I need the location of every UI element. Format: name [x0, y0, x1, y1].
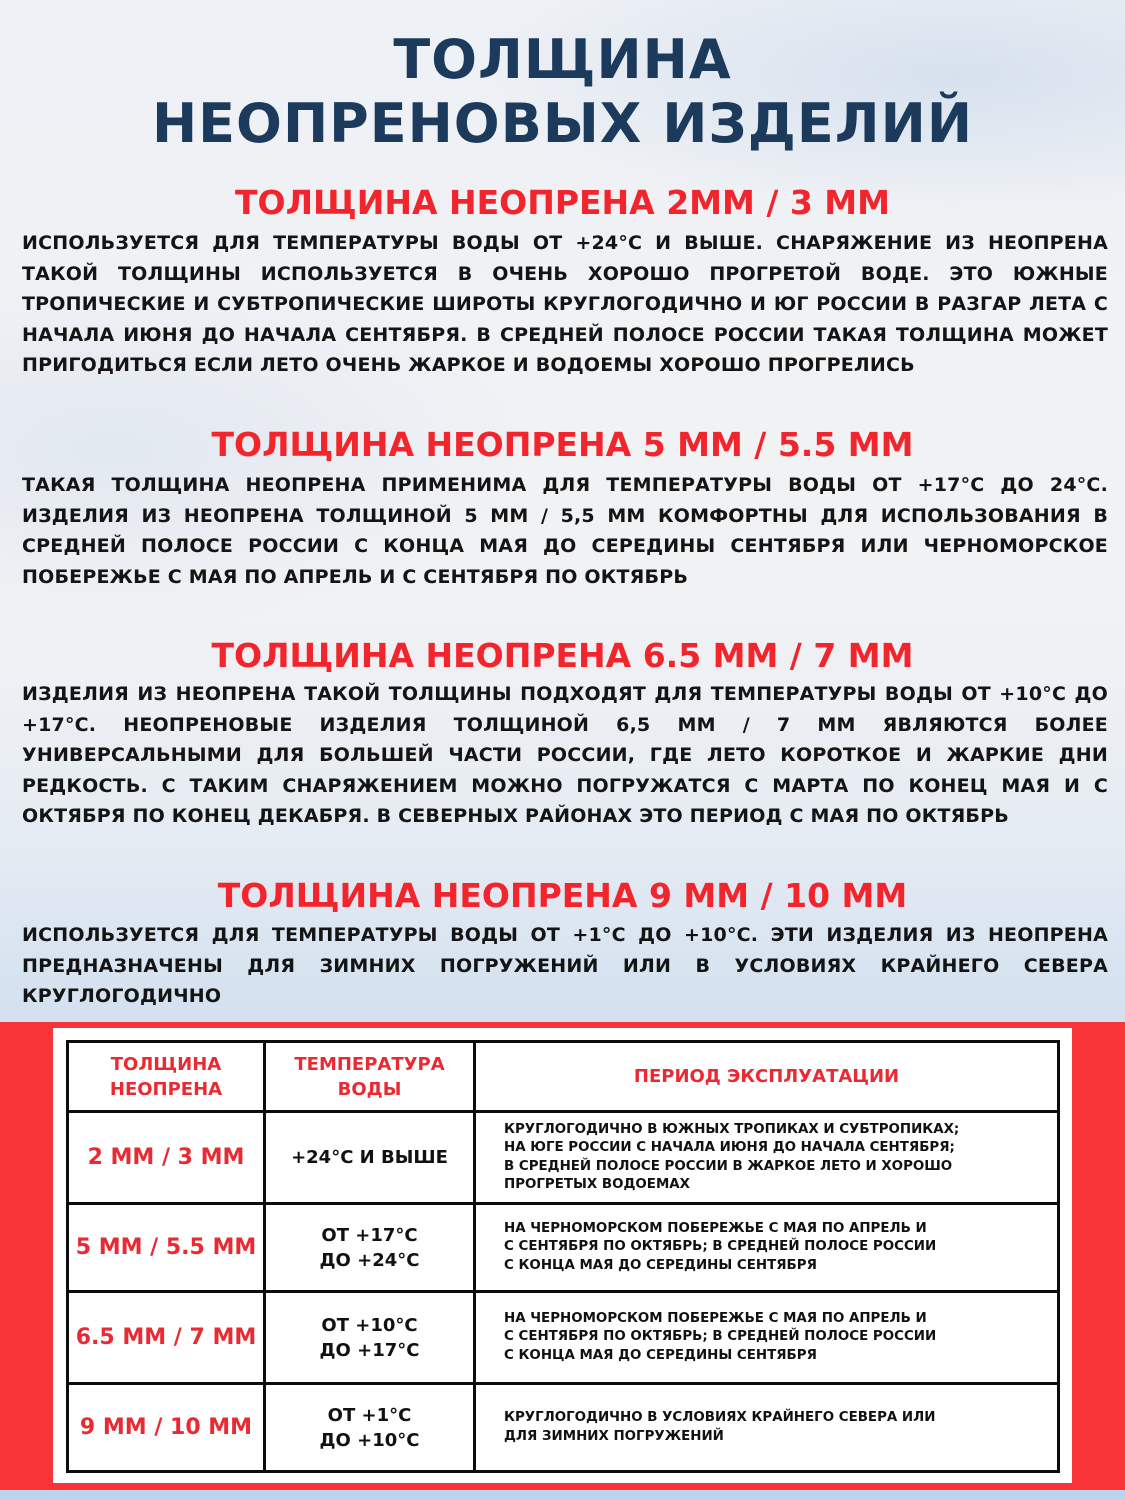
cell-temperature-line: ОТ +10°С	[321, 1314, 418, 1336]
bottom-strip	[0, 1490, 1125, 1500]
cell-period-line: КРУГЛОГОДИЧНО В ЮЖНЫХ ТРОПИКАХ И СУБТРОПИКАХ;	[504, 1121, 960, 1137]
cell-period-line: ПРОГРЕТЫХ ВОДОЕМАХ	[504, 1177, 690, 1192]
table-row	[68, 1292, 1059, 1384]
header-thickness	[68, 1042, 265, 1112]
cell-thickness: 5 ММ / 5.5 ММ	[68, 1204, 265, 1292]
cell-period-line: С КОНЦА МАЯ ДО СЕРЕДИНЫ СЕНТЯБРЯ	[504, 1347, 817, 1363]
cell-temperature-line: ОТ +1°С	[327, 1404, 412, 1426]
cell-period-line: КРУГЛОГОДИЧНО В УСЛОВИЯХ КРАЙНЕГО СЕВЕРА ИЛИ	[504, 1410, 936, 1425]
page-title-line-2: НЕОПРЕНОВЫХ ИЗДЕЛИЙ	[151, 92, 974, 155]
header-period: ПЕРИОД ЭКСПЛУАТАЦИИ	[475, 1042, 1059, 1112]
cell-temperature	[265, 1384, 475, 1472]
cell-temperature-line: ДО +17°С	[319, 1339, 420, 1361]
thickness-table	[66, 1040, 1060, 1473]
cell-period-line: НА ЧЕРНОМОРСКОМ ПОБЕРЕЖЬЕ С МАЯ ПО АПРЕЛЬ И	[504, 1220, 927, 1236]
cell-thickness: 6.5 ММ / 7 ММ	[68, 1292, 265, 1384]
page-title	[0, 28, 1125, 156]
cell-period-line: С СЕНТЯБРЯ ПО ОКТЯБРЬ; В СРЕДНЕЙ ПОЛОСЕ РОССИИ	[504, 1329, 937, 1345]
header-temperature-line-1: ТЕМПЕРАТУРА	[294, 1053, 445, 1075]
cell-temperature	[265, 1204, 475, 1292]
cell-temperature-line: ОТ +17°С	[321, 1224, 418, 1246]
cell-period-line: НА ЧЕРНОМОРСКОМ ПОБЕРЕЖЬЕ С МАЯ ПО АПРЕЛЬ И	[504, 1310, 927, 1326]
cell-period	[475, 1204, 1059, 1292]
section-heading-2-3mm: ТОЛЩИНА НЕОПРЕНА 2ММ / 3 ММ	[235, 183, 890, 222]
header-temperature-line-2: ВОДЫ	[337, 1078, 402, 1100]
page-title-line-1: ТОЛЩИНА	[393, 28, 732, 91]
cell-period	[475, 1384, 1059, 1472]
table-row	[68, 1112, 1059, 1204]
cell-period	[475, 1112, 1059, 1204]
cell-thickness: 9 ММ / 10 ММ	[68, 1384, 265, 1472]
cell-temperature	[265, 1112, 475, 1204]
section-heading-9-10mm: ТОЛЩИНА НЕОПРЕНА 9 ММ / 10 ММ	[217, 876, 908, 915]
cell-period-line: В СРЕДНЕЙ ПОЛОСЕ РОССИИ В ЖАРКОЕ ЛЕТО И ХОРОШО	[504, 1158, 953, 1174]
cell-temperature-line: ДО +10°С	[319, 1429, 420, 1451]
cell-period-line: ДЛЯ ЗИМНИХ ПОГРУЖЕНИЙ	[504, 1428, 724, 1444]
cell-period-line: С КОНЦА МАЯ ДО СЕРЕДИНЫ СЕНТЯБРЯ	[504, 1257, 817, 1273]
table-row	[68, 1384, 1059, 1472]
section-heading-6.5-7mm: ТОЛЩИНА НЕОПРЕНА 6.5 ММ / 7 ММ	[211, 636, 914, 675]
section-text-6.5-7mm: ИЗДЕЛИЯ ИЗ НЕОПРЕНА ТАКОЙ ТОЛЩИНЫ ПОДХОДЯТ ДЛЯ ТЕМПЕРАТУРЫ ВОДЫ ОТ +10°С ДО +17°С. НЕОПРЕНОВЫЕ ИЗДЕЛИЯ ТОЛЩИНОЙ 6,5 ММ / 7 ММ ЯВЛЯЮТСЯ БОЛЕЕ УНИВЕРСАЛЬНЫМИ ДЛЯ БОЛЬШЕЙ ЧАСТИ РОССИИ, ГДЕ ЛЕТО КОРОТКОЕ И ЖАРКИЕ ДНИ РЕДКОСТЬ. С ТАКИМ СНАРЯЖЕНИЕМ МОЖНО ПОГРУЖАТСЯ С МАРТА ПО КОНЕЦ МАЯ И С ОКТЯБРЯ ПО КОНЕЦ ДЕКАБРЯ. В СЕВЕРНЫХ РАЙОНАХ ЭТО ПЕРИОД С МАЯ ПО ОКТЯБРЬ	[22, 683, 1108, 828]
cell-temperature-line: ДО +24°С	[319, 1249, 420, 1271]
cell-period-line: С СЕНТЯБРЯ ПО ОКТЯБРЬ; В СРЕДНЕЙ ПОЛОСЕ РОССИИ	[504, 1239, 937, 1255]
cell-temperature	[265, 1292, 475, 1384]
header-temperature	[265, 1042, 475, 1112]
section-text-5-5.5mm: ТАКАЯ ТОЛЩИНА НЕОПРЕНА ПРИМЕНИМА ДЛЯ ТЕМПЕРАТУРЫ ВОДЫ ОТ +17°С ДО 24°С. ИЗДЕЛИЯ ИЗ НЕОПРЕНА ТОЛЩИНОЙ 5 ММ / 5,5 ММ КОМФОРТНЫ ДЛЯ ИСПОЛЬЗОВАНИЯ В СРЕДНЕЙ ПОЛОСЕ РОССИИ С КОНЦА МАЯ ДО СЕРЕДИНЫ СЕНТЯБРЯ ИЛИ ЧЕРНОМОРСКОЕ ПОБЕРЕЖЬЕ С МАЯ ПО АПРЕЛЬ И С СЕНТЯБРЯ ПО ОКТЯБРЬ	[22, 474, 1108, 588]
cell-thickness: 2 ММ / 3 ММ	[68, 1112, 265, 1204]
section-heading-5-5.5mm: ТОЛЩИНА НЕОПРЕНА 5 ММ / 5.5 ММ	[211, 425, 914, 464]
cell-period-line: НА ЮГЕ РОССИИ С НАЧАЛА ИЮНЯ ДО НАЧАЛА СЕНТЯБРЯ;	[504, 1140, 955, 1155]
table-header-row	[68, 1042, 1059, 1112]
header-thickness-line-2: НЕОПРЕНА	[109, 1078, 223, 1100]
table-row	[68, 1204, 1059, 1292]
cell-period	[475, 1292, 1059, 1384]
cell-temperature-line: +24°С И ВЫШЕ	[291, 1147, 448, 1168]
section-text-2-3mm: ИСПОЛЬЗУЕТСЯ ДЛЯ ТЕМПЕРАТУРЫ ВОДЫ ОТ +24°С И ВЫШЕ. СНАРЯЖЕНИЕ ИЗ НЕОПРЕНА ТАКОЙ ТОЛЩИНЫ ИСПОЛЬЗУЕТСЯ В ОЧЕНЬ ХОРОШО ПРОГРЕТОЙ ВОДЕ. ЭТО ЮЖНЫЕ ТРОПИЧЕСКИЕ И СУБТРОПИЧЕСКИЕ ШИРОТЫ КРУГЛОГОДИЧНО И ЮГ РОССИИ В РАЗГАР ЛЕТА С НАЧАЛА ИЮНЯ ДО НАЧАЛА СЕНТЯБРЯ. В СРЕДНЕЙ ПОЛОСЕ РОССИИ ТАКАЯ ТОЛЩИНА МОЖЕТ ПРИГОДИТЬСЯ ЕСЛИ ЛЕТО ОЧЕНЬ ЖАРКОЕ И ВОДОЕМЫ ХОРОШО ПРОГРЕЛИСЬ	[22, 232, 1108, 377]
header-thickness-line-1: ТОЛЩИНА	[110, 1053, 222, 1075]
section-text-9-10mm: ИСПОЛЬЗУЕТСЯ ДЛЯ ТЕМПЕРАТУРЫ ВОДЫ ОТ +1°С ДО +10°С. ЭТИ ИЗДЕЛИЯ ИЗ НЕОПРЕНА ПРЕДНАЗНАЧЕНЫ ДЛЯ ЗИМНИХ ПОГРУЖЕНИЙ ИЛИ В УСЛОВИЯХ КРАЙНЕГО СЕВЕРА КРУГЛОГОДИЧНО	[22, 924, 1108, 1008]
